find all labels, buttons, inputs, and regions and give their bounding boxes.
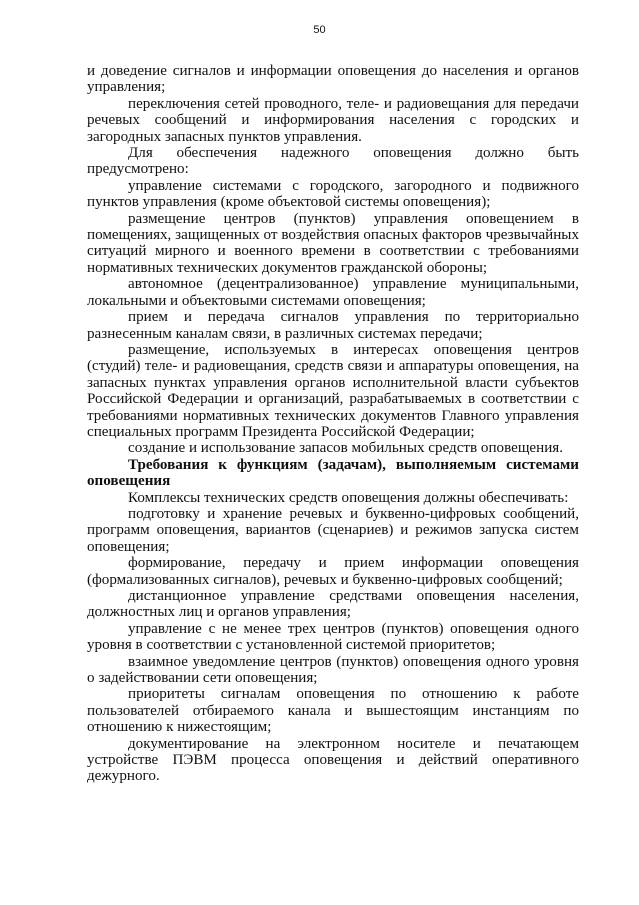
body-paragraph: прием и передача сигналов управления по территориально разнесенным каналам связи, в различных системах передачи; [87, 309, 579, 342]
body-paragraph: формирование, передачу и прием информации оповещения (формализованных сигналов), речевых и буквенно-цифровых сообщений; [87, 555, 579, 588]
body-paragraph: размещение, используемых в интересах оповещения центров (студий) теле- и радиовещания, средств связи и аппаратуры оповещения, на запасных пунктах управления органов исполнительной власти субъектов Российской Федерации и организаций, разрабатываемых в соответствии с требованиями нормативных технических документов Главного управления специальных программ Президента Российской Федерации; [87, 341, 579, 440]
body-paragraph: Комплексы технических средств оповещения должны обеспечивать: [128, 489, 569, 506]
body-paragraph: документирование на электронном носителе и печатающем устройстве ПЭВМ процесса оповещения и действий оперативного дежурного. [87, 735, 579, 785]
body-paragraph: взаимное уведомление центров (пунктов) оповещения одного уровня о задействовании сети оповещения; [87, 653, 579, 687]
body-paragraph: управление с не менее трех центров (пунктов) оповещения одного уровня в соответствии с установленной системой приоритетов; [87, 620, 579, 654]
section-heading: Требования к функциям (задачам), выполняемым системами оповещения [87, 456, 579, 490]
body-paragraph: Для обеспечения надежного оповещения должно быть предусмотрено: [87, 145, 579, 178]
body-paragraph: подготовку и хранение речевых и буквенно-цифровых сообщений, программ оповещения, вариантов (сценариев) и режимов запуска систем оповещения; [87, 505, 579, 555]
page-number: 50 [313, 24, 326, 36]
body-paragraph: дистанционное управление средствами оповещения населения, должностных лиц и органов управления; [87, 588, 579, 621]
body-paragraph: переключения сетей проводного, теле- и радиовещания для передачи речевых сообщений и информирования населения с городских и загородных запасных пунктов управления. [87, 95, 579, 145]
body-paragraph: управление системами с городского, загородного и подвижного пунктов управления (кроме объектовой системы оповещения); [87, 177, 579, 211]
page-body [87, 63, 579, 785]
body-paragraph: размещение центров (пунктов) управления оповещением в помещениях, защищенных от воздействия опасных факторов чрезвычайных ситуаций мирного и военного времени в соответствии с требованиями нормативных технических документов гражданской обороны; [87, 210, 579, 276]
body-paragraph: автономное (децентрализованное) управление муниципальными, локальными и объектовыми системами оповещения; [87, 276, 579, 309]
body-paragraph: и доведение сигналов и информации оповещения до населения и органов управления; [87, 63, 579, 96]
body-paragraph: приоритеты сигналам оповещения по отношению к работе пользователей отбираемого канала и вышестоящим инстанциям по отношению к нижестоящим; [87, 686, 579, 736]
body-paragraph: создание и использование запасов мобильных средств оповещения. [128, 440, 564, 457]
